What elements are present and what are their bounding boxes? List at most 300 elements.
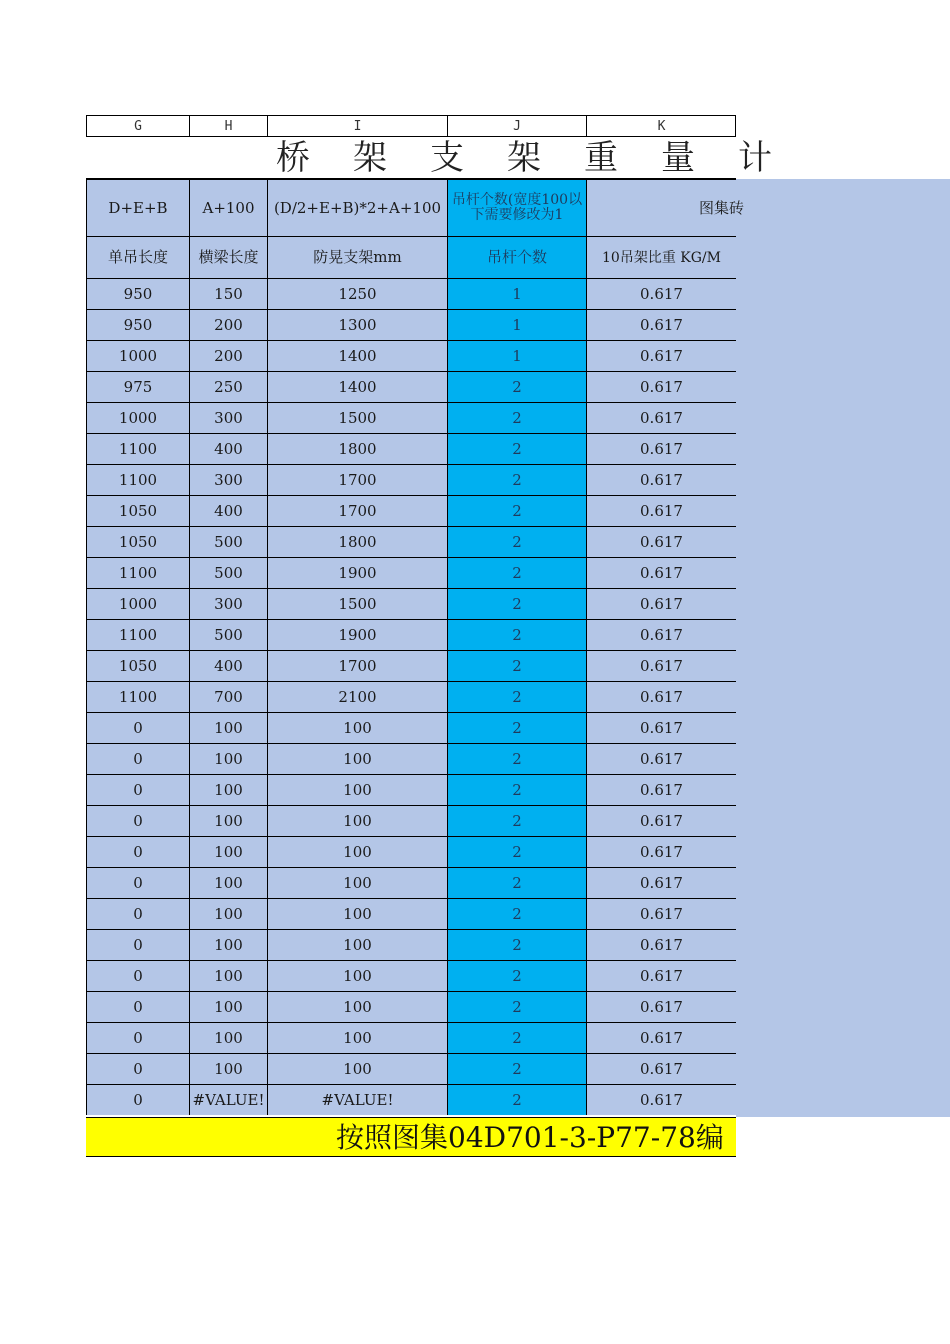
cell-h-text: 500 bbox=[214, 563, 243, 582]
cell-i-text: 1900 bbox=[338, 563, 377, 582]
cell-g-text: 1050 bbox=[118, 656, 158, 675]
cell-g[interactable] bbox=[86, 650, 189, 681]
cell-h[interactable] bbox=[189, 371, 267, 402]
cell-k-text: 0.617 bbox=[640, 563, 683, 582]
cell-i-text: 100 bbox=[343, 780, 372, 799]
column-letter-i[interactable] bbox=[267, 115, 447, 137]
cell-h[interactable] bbox=[189, 402, 267, 433]
cell-k[interactable] bbox=[586, 526, 736, 557]
cell-h-text: 250 bbox=[214, 377, 243, 396]
cell-h-text: 400 bbox=[214, 656, 243, 675]
cell-k-text: 0.617 bbox=[640, 873, 683, 892]
cell-g-text: 1000 bbox=[118, 346, 158, 365]
cell-g-text: 0 bbox=[133, 966, 143, 985]
cell-h[interactable] bbox=[189, 619, 267, 650]
cell-g[interactable] bbox=[86, 929, 189, 960]
cell-j-text: 2 bbox=[512, 780, 522, 799]
cell-k[interactable] bbox=[586, 774, 736, 805]
cell-j[interactable] bbox=[447, 650, 586, 681]
cell-g-text: 950 bbox=[123, 315, 153, 334]
header-label-h[interactable] bbox=[189, 236, 267, 278]
header-label-j[interactable] bbox=[447, 236, 586, 278]
cell-g-text: 0 bbox=[133, 935, 143, 954]
cell-j-text: 1 bbox=[512, 284, 522, 303]
cell-h[interactable] bbox=[189, 526, 267, 557]
cell-h[interactable] bbox=[189, 681, 267, 712]
cell-j-text: 2 bbox=[512, 997, 522, 1016]
cell-h-text: 100 bbox=[214, 811, 243, 830]
cell-j[interactable] bbox=[447, 557, 586, 588]
cell-j[interactable] bbox=[447, 681, 586, 712]
header-formula-j-text: 吊杆个数(宽度100以下需要修改为1 bbox=[451, 192, 583, 223]
cell-k[interactable] bbox=[586, 681, 736, 712]
cell-j-text: 2 bbox=[512, 439, 522, 458]
cell-i-text: 1700 bbox=[338, 470, 377, 489]
column-letter-h-text: H bbox=[224, 119, 233, 134]
cell-h-text: 700 bbox=[214, 687, 243, 706]
cell-k-text: 0.617 bbox=[640, 625, 683, 644]
cell-j[interactable] bbox=[447, 712, 586, 743]
cell-i[interactable] bbox=[267, 650, 447, 681]
cell-k-text: 0.617 bbox=[640, 718, 683, 737]
column-letter-h[interactable] bbox=[189, 115, 267, 137]
cell-j[interactable] bbox=[447, 867, 586, 898]
cell-k-text: 0.617 bbox=[640, 780, 683, 799]
cell-k[interactable] bbox=[586, 650, 736, 681]
cell-g[interactable] bbox=[86, 526, 189, 557]
cell-g[interactable] bbox=[86, 464, 189, 495]
cell-h-text: 100 bbox=[214, 997, 243, 1016]
cell-h[interactable] bbox=[189, 743, 267, 774]
cell-i-text: 100 bbox=[343, 842, 372, 861]
cell-i-text: 1700 bbox=[338, 501, 377, 520]
cell-j[interactable] bbox=[447, 960, 586, 991]
cell-h-text: 500 bbox=[214, 532, 243, 551]
cell-k[interactable] bbox=[586, 309, 736, 340]
cell-g[interactable] bbox=[86, 681, 189, 712]
header-formula-k-text: 图集砖 bbox=[698, 198, 744, 217]
cell-g-text: 0 bbox=[133, 780, 143, 799]
cell-i[interactable] bbox=[267, 960, 447, 991]
title-row bbox=[86, 137, 815, 179]
cell-g-text: 1100 bbox=[118, 439, 158, 458]
cell-h[interactable] bbox=[189, 991, 267, 1022]
cell-g[interactable] bbox=[86, 867, 189, 898]
cell-h-text: 100 bbox=[214, 1028, 243, 1047]
cell-j-text: 2 bbox=[512, 842, 522, 861]
cell-g[interactable] bbox=[86, 836, 189, 867]
cell-g[interactable] bbox=[86, 960, 189, 991]
cell-i[interactable] bbox=[267, 588, 447, 619]
cell-j[interactable] bbox=[447, 588, 586, 619]
cell-i[interactable] bbox=[267, 867, 447, 898]
cell-h[interactable] bbox=[189, 1022, 267, 1053]
cell-i-text: 1800 bbox=[338, 439, 377, 458]
cell-h-text: 300 bbox=[214, 470, 243, 489]
cell-i-text: 1500 bbox=[338, 594, 377, 613]
cell-j-text: 2 bbox=[512, 470, 522, 489]
cell-j-text: 2 bbox=[512, 687, 522, 706]
cell-j[interactable] bbox=[447, 774, 586, 805]
cell-j-text: 2 bbox=[512, 935, 522, 954]
cell-g[interactable] bbox=[86, 371, 189, 402]
cell-g[interactable] bbox=[86, 557, 189, 588]
header-label-i-text: 防晃支架mm bbox=[313, 248, 402, 266]
cell-g-text: 1100 bbox=[118, 687, 158, 706]
cell-h-text: 100 bbox=[214, 718, 243, 737]
cell-h[interactable] bbox=[189, 1053, 267, 1084]
cell-k[interactable] bbox=[586, 991, 736, 1022]
cell-h[interactable] bbox=[189, 867, 267, 898]
header-formula-i[interactable] bbox=[267, 179, 447, 236]
header-label-h-text: 横梁长度 bbox=[198, 248, 259, 266]
cell-j[interactable] bbox=[447, 371, 586, 402]
cell-k[interactable] bbox=[586, 960, 736, 991]
cell-j-text: 2 bbox=[512, 1028, 522, 1047]
cell-h-text: 500 bbox=[214, 625, 243, 644]
cell-g[interactable] bbox=[86, 712, 189, 743]
cell-g[interactable] bbox=[86, 805, 189, 836]
cell-h[interactable] bbox=[189, 309, 267, 340]
cell-j[interactable] bbox=[447, 526, 586, 557]
cell-g-text: 1050 bbox=[118, 532, 158, 551]
cell-g-text: 0 bbox=[133, 842, 143, 861]
cell-g[interactable] bbox=[86, 1022, 189, 1053]
cell-i[interactable] bbox=[267, 557, 447, 588]
cell-h-text: #VALUE! bbox=[192, 1090, 265, 1109]
cell-h-text: 400 bbox=[214, 501, 243, 520]
cell-j-text: 2 bbox=[512, 501, 522, 520]
cell-h[interactable] bbox=[189, 588, 267, 619]
cell-h[interactable] bbox=[189, 557, 267, 588]
cell-g[interactable] bbox=[86, 898, 189, 929]
cell-g[interactable] bbox=[86, 309, 189, 340]
cell-g-text: 0 bbox=[133, 873, 143, 892]
cell-k[interactable] bbox=[586, 929, 736, 960]
cell-i-text: 1250 bbox=[338, 284, 377, 303]
cell-k-text: 0.617 bbox=[640, 842, 683, 861]
cell-g-text: 0 bbox=[133, 749, 143, 768]
cell-i-text: 100 bbox=[343, 1028, 372, 1047]
cell-k-text: 0.617 bbox=[640, 501, 683, 520]
cell-g[interactable] bbox=[86, 1053, 189, 1084]
cell-g[interactable] bbox=[86, 495, 189, 526]
cell-i-text: 1500 bbox=[338, 408, 377, 427]
header-formula-h-text: A+100 bbox=[202, 198, 255, 217]
cell-i[interactable] bbox=[267, 681, 447, 712]
cell-h[interactable] bbox=[189, 495, 267, 526]
cell-h[interactable] bbox=[189, 278, 267, 309]
cell-k[interactable] bbox=[586, 1053, 736, 1084]
grid-line bbox=[86, 178, 736, 179]
cell-h-text: 300 bbox=[214, 594, 243, 613]
cell-g-text: 0 bbox=[133, 1059, 143, 1078]
cell-h-text: 100 bbox=[214, 749, 243, 768]
cell-k[interactable] bbox=[586, 557, 736, 588]
cell-h[interactable] bbox=[189, 712, 267, 743]
footer-note-cell[interactable] bbox=[86, 1117, 736, 1157]
cell-h[interactable] bbox=[189, 464, 267, 495]
cell-i[interactable] bbox=[267, 898, 447, 929]
header-formula-g[interactable] bbox=[86, 179, 189, 236]
cell-j-text: 2 bbox=[512, 904, 522, 923]
cell-k-text: 0.617 bbox=[640, 811, 683, 830]
cell-g-text: 1100 bbox=[118, 470, 158, 489]
cell-k[interactable] bbox=[586, 278, 736, 309]
cell-g[interactable] bbox=[86, 278, 189, 309]
cell-j[interactable] bbox=[447, 805, 586, 836]
column-letter-k[interactable] bbox=[586, 115, 736, 137]
cell-i-text: 100 bbox=[343, 1059, 372, 1078]
cell-i-text: 100 bbox=[343, 873, 372, 892]
cell-k-text: 0.617 bbox=[640, 687, 683, 706]
cell-k-text: 0.617 bbox=[640, 1028, 683, 1047]
cell-j[interactable] bbox=[447, 1053, 586, 1084]
cell-k[interactable] bbox=[586, 495, 736, 526]
cell-k-text: 0.617 bbox=[640, 966, 683, 985]
cell-j[interactable] bbox=[447, 1084, 586, 1115]
cell-i[interactable] bbox=[267, 929, 447, 960]
cell-j-text: 2 bbox=[512, 625, 522, 644]
header-label-k[interactable] bbox=[586, 236, 736, 278]
cell-h[interactable] bbox=[189, 1084, 267, 1115]
cell-j-text: 2 bbox=[512, 1090, 522, 1109]
cell-i[interactable] bbox=[267, 619, 447, 650]
cell-g-text: 1100 bbox=[118, 625, 158, 644]
cell-j-text: 1 bbox=[512, 346, 522, 365]
cell-k-text: 0.617 bbox=[640, 935, 683, 954]
cell-j[interactable] bbox=[447, 495, 586, 526]
cell-g-text: 1000 bbox=[118, 408, 158, 427]
cell-g[interactable] bbox=[86, 588, 189, 619]
cell-i-text: 2100 bbox=[338, 687, 377, 706]
cell-k[interactable] bbox=[586, 340, 736, 371]
header-formula-k[interactable] bbox=[586, 179, 744, 236]
cell-k-text: 0.617 bbox=[640, 904, 683, 923]
cell-i[interactable] bbox=[267, 309, 447, 340]
cell-k[interactable] bbox=[586, 588, 736, 619]
cell-i-text: 100 bbox=[343, 904, 372, 923]
cell-g-text: 0 bbox=[133, 811, 143, 830]
cell-k[interactable] bbox=[586, 836, 736, 867]
cell-g[interactable] bbox=[86, 1084, 189, 1115]
cell-i[interactable] bbox=[267, 991, 447, 1022]
header-label-j-text: 吊杆个数 bbox=[486, 248, 547, 266]
cell-k-text: 0.617 bbox=[640, 408, 683, 427]
header-formula-h[interactable] bbox=[189, 179, 267, 236]
cell-i-text: 100 bbox=[343, 966, 372, 985]
cell-k-text: 0.617 bbox=[640, 470, 683, 489]
cell-k[interactable] bbox=[586, 619, 736, 650]
cell-k[interactable] bbox=[586, 867, 736, 898]
cell-g-text: 0 bbox=[133, 1090, 143, 1109]
cell-j-text: 2 bbox=[512, 811, 522, 830]
cell-h-text: 100 bbox=[214, 966, 243, 985]
cell-j-text: 2 bbox=[512, 966, 522, 985]
cell-h[interactable] bbox=[189, 650, 267, 681]
cell-j[interactable] bbox=[447, 464, 586, 495]
cell-i[interactable] bbox=[267, 712, 447, 743]
column-letter-k-text: K bbox=[657, 119, 666, 134]
cell-k[interactable] bbox=[586, 402, 736, 433]
cell-i[interactable] bbox=[267, 526, 447, 557]
header-label-i[interactable] bbox=[267, 236, 447, 278]
cell-g[interactable] bbox=[86, 402, 189, 433]
cell-j[interactable] bbox=[447, 402, 586, 433]
cell-j-text: 2 bbox=[512, 656, 522, 675]
cell-h-text: 400 bbox=[214, 439, 243, 458]
cell-j[interactable] bbox=[447, 278, 586, 309]
cell-h[interactable] bbox=[189, 340, 267, 371]
cell-g-text: 0 bbox=[133, 904, 143, 923]
cell-i[interactable] bbox=[267, 1053, 447, 1084]
cell-k-text: 0.617 bbox=[640, 377, 683, 396]
cell-g-text: 950 bbox=[123, 284, 153, 303]
column-letter-j-text: J bbox=[513, 119, 521, 134]
cell-i[interactable] bbox=[267, 495, 447, 526]
header-formula-j[interactable] bbox=[447, 179, 586, 236]
cell-g-text: 0 bbox=[133, 1028, 143, 1047]
cell-g[interactable] bbox=[86, 433, 189, 464]
grid-line bbox=[86, 136, 736, 137]
cell-k[interactable] bbox=[586, 433, 736, 464]
cell-k-text: 0.617 bbox=[640, 656, 683, 675]
cell-j[interactable] bbox=[447, 340, 586, 371]
cell-i[interactable] bbox=[267, 836, 447, 867]
cell-g[interactable] bbox=[86, 340, 189, 371]
cell-i[interactable] bbox=[267, 278, 447, 309]
cell-i-text: 100 bbox=[343, 997, 372, 1016]
cell-k-text: 0.617 bbox=[640, 1090, 683, 1109]
cell-g[interactable] bbox=[86, 991, 189, 1022]
cell-g-text: 975 bbox=[123, 377, 153, 396]
cell-i-text: 1300 bbox=[338, 315, 377, 334]
cell-i-text: 1800 bbox=[338, 532, 377, 551]
cell-k[interactable] bbox=[586, 743, 736, 774]
cell-j-text: 1 bbox=[512, 315, 522, 334]
cell-h[interactable] bbox=[189, 929, 267, 960]
cell-h-text: 100 bbox=[214, 935, 243, 954]
cell-j-text: 2 bbox=[512, 873, 522, 892]
cell-i[interactable] bbox=[267, 402, 447, 433]
cell-k-text: 0.617 bbox=[640, 594, 683, 613]
cell-k[interactable] bbox=[586, 898, 736, 929]
cell-i-text: 1400 bbox=[338, 377, 377, 396]
cell-i[interactable] bbox=[267, 1022, 447, 1053]
column-letter-i-text: I bbox=[353, 119, 362, 134]
cell-j[interactable] bbox=[447, 929, 586, 960]
cell-h-text: 100 bbox=[214, 1059, 243, 1078]
cell-h[interactable] bbox=[189, 433, 267, 464]
column-letter-j[interactable] bbox=[447, 115, 586, 137]
cell-k[interactable] bbox=[586, 712, 736, 743]
sheet-title: 桥架支架重量计 bbox=[276, 138, 815, 178]
cell-k[interactable] bbox=[586, 1084, 736, 1115]
cell-i[interactable] bbox=[267, 371, 447, 402]
cell-k-text: 0.617 bbox=[640, 284, 683, 303]
cell-g-text: 0 bbox=[133, 718, 143, 737]
cell-j-text: 2 bbox=[512, 377, 522, 396]
cell-g[interactable] bbox=[86, 619, 189, 650]
cell-h-text: 100 bbox=[214, 842, 243, 861]
cell-j[interactable] bbox=[447, 619, 586, 650]
cell-h[interactable] bbox=[189, 836, 267, 867]
cell-i[interactable] bbox=[267, 743, 447, 774]
cell-j[interactable] bbox=[447, 991, 586, 1022]
cell-i-text: 1700 bbox=[338, 656, 377, 675]
cell-k-text: 0.617 bbox=[640, 997, 683, 1016]
cell-k-text: 0.617 bbox=[640, 749, 683, 768]
cell-j-text: 2 bbox=[512, 563, 522, 582]
header-label-g[interactable] bbox=[86, 236, 189, 278]
cell-j[interactable] bbox=[447, 433, 586, 464]
cell-i-text: 100 bbox=[343, 811, 372, 830]
cell-g[interactable] bbox=[86, 774, 189, 805]
cell-i-text: 1900 bbox=[338, 625, 377, 644]
column-letter-g-text: G bbox=[134, 119, 142, 134]
cell-j-text: 2 bbox=[512, 594, 522, 613]
grid-line bbox=[735, 115, 736, 137]
cell-h[interactable] bbox=[189, 805, 267, 836]
cell-j[interactable] bbox=[447, 743, 586, 774]
cell-k-text: 0.617 bbox=[640, 346, 683, 365]
cell-g-text: 1000 bbox=[118, 594, 158, 613]
cell-i[interactable] bbox=[267, 464, 447, 495]
cell-g[interactable] bbox=[86, 743, 189, 774]
header-formula-g-text: D+E+B bbox=[108, 198, 168, 217]
cell-j[interactable] bbox=[447, 898, 586, 929]
header-label-g-text: 单吊长度 bbox=[107, 248, 168, 266]
cell-g-text: 1100 bbox=[118, 563, 158, 582]
footer-note: 按照图集04D701-3-P77-78编 bbox=[336, 1121, 724, 1154]
cell-j-text: 2 bbox=[512, 532, 522, 551]
cell-k[interactable] bbox=[586, 464, 736, 495]
cell-j[interactable] bbox=[447, 309, 586, 340]
cell-k-text: 0.617 bbox=[640, 532, 683, 551]
cell-i[interactable] bbox=[267, 805, 447, 836]
cell-h[interactable] bbox=[189, 774, 267, 805]
cell-k[interactable] bbox=[586, 371, 736, 402]
cell-j[interactable] bbox=[447, 1022, 586, 1053]
cell-i-text: 100 bbox=[343, 718, 372, 737]
cell-h-text: 200 bbox=[214, 346, 243, 365]
cell-h-text: 150 bbox=[214, 284, 243, 303]
header-formula-i-text: (D/2+E+B)*2+A+100 bbox=[273, 198, 442, 217]
cell-h-text: 300 bbox=[214, 408, 243, 427]
cell-h-text: 100 bbox=[214, 904, 243, 923]
cell-g-text: 1050 bbox=[118, 501, 158, 520]
cell-j[interactable] bbox=[447, 836, 586, 867]
cell-i[interactable] bbox=[267, 433, 447, 464]
cell-h[interactable] bbox=[189, 898, 267, 929]
cell-i[interactable] bbox=[267, 340, 447, 371]
cell-i-text: 100 bbox=[343, 935, 372, 954]
cell-j-text: 2 bbox=[512, 718, 522, 737]
cell-h[interactable] bbox=[189, 960, 267, 991]
cell-j-text: 2 bbox=[512, 408, 522, 427]
cell-k[interactable] bbox=[586, 1022, 736, 1053]
cell-i[interactable] bbox=[267, 774, 447, 805]
cell-g-text: 0 bbox=[133, 997, 143, 1016]
cell-k-text: 0.617 bbox=[640, 1059, 683, 1078]
cell-i[interactable] bbox=[267, 1084, 447, 1115]
cell-i-text: #VALUE! bbox=[321, 1090, 394, 1109]
cell-j-text: 2 bbox=[512, 749, 522, 768]
column-letter-g[interactable] bbox=[86, 115, 189, 137]
blue-fill-region bbox=[736, 179, 950, 1117]
cell-k-text: 0.617 bbox=[640, 439, 683, 458]
cell-k[interactable] bbox=[586, 805, 736, 836]
